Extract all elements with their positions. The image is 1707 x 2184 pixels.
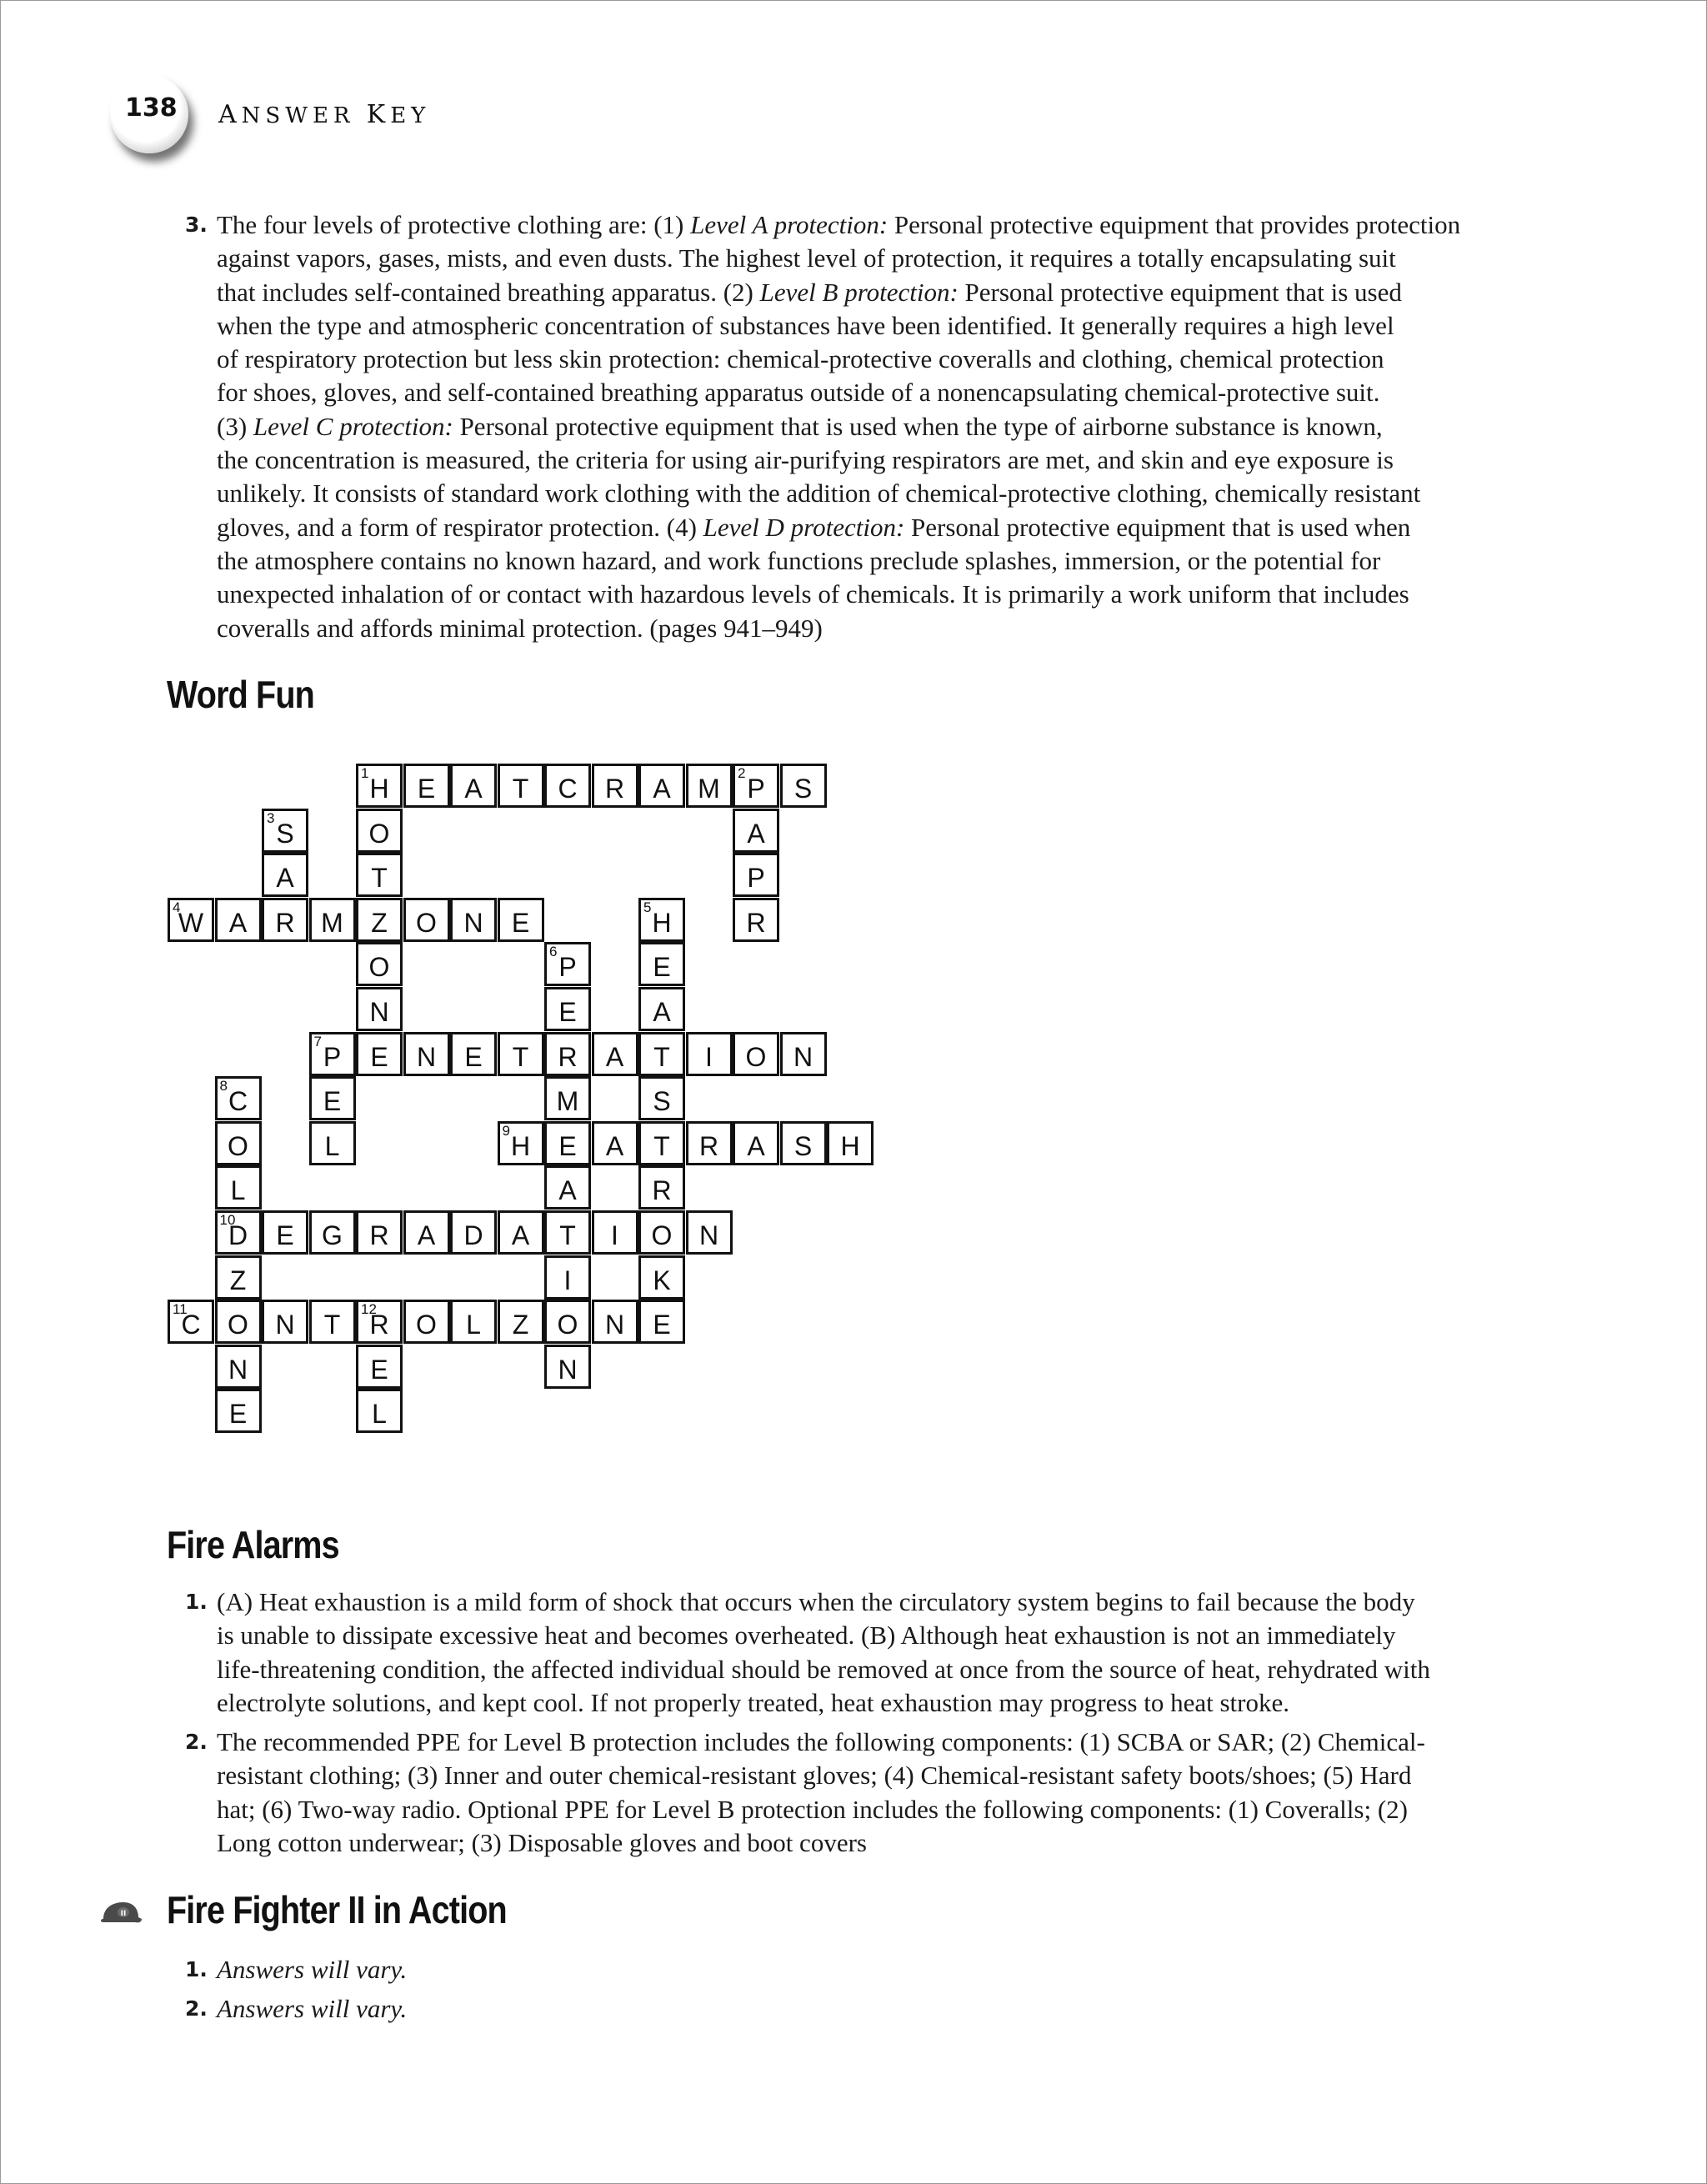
crossword-cell [638, 898, 685, 942]
text-line: (A) Heat exhaustion is a mild form of shock that occurs when the circulatory system begins to fail because the body [217, 1587, 1415, 1616]
cell-letter: E [276, 1220, 294, 1250]
cell-letter: H [510, 1130, 531, 1161]
text-line: unlikely. It consists of standard work clothing with the addition of chemical-protective clothing, chemically resistant [217, 478, 1421, 508]
crossword-cell [356, 1300, 403, 1344]
crossword-cell [686, 1121, 733, 1165]
crossword-cell [356, 1345, 403, 1389]
cell-letter: T [653, 1130, 670, 1161]
cell-letter: O [368, 952, 390, 983]
crossword-cell [215, 898, 262, 942]
cell-letter: D [228, 1220, 248, 1250]
fire-alarm-item-2 [180, 1726, 1555, 1860]
clue-number: 7 [313, 1033, 322, 1049]
cell-letter: A [747, 818, 765, 849]
text-line: gloves, and a form of respirator protection. (4) Level D protection: Personal protective equipment that is used when [217, 512, 1411, 542]
cell-letter: A [417, 1220, 436, 1250]
crossword-cell [356, 809, 403, 853]
fire-alarms-heading: Fire Alarms [167, 1523, 339, 1566]
crossword-cell [544, 764, 591, 808]
cell-letter: H [369, 774, 389, 804]
crossword-cell [450, 1300, 497, 1344]
clue-number: 8 [219, 1078, 228, 1095]
cell-letter: R [698, 1130, 719, 1161]
crossword-cell [215, 1165, 262, 1210]
crossword-cell [638, 1300, 685, 1344]
cell-letter: T [653, 1041, 670, 1072]
cell-letter: T [559, 1220, 576, 1250]
item-number: 1. [185, 1590, 208, 1614]
cell-letter: O [745, 1041, 767, 1072]
crossword-cell [168, 1300, 214, 1344]
crossword-cell [309, 1300, 356, 1344]
crossword-cell [638, 942, 685, 986]
ff2-answers [180, 1953, 1555, 2026]
crossword-cell [309, 1121, 356, 1165]
cell-letter: M [698, 774, 720, 804]
ff2-heading: Fire Fighter II in Action [167, 1888, 507, 1931]
crossword-cell [356, 1389, 403, 1433]
text-line: Long cotton underwear; (3) Disposable gloves and boot covers [217, 1828, 867, 1858]
crossword-cell [780, 1121, 827, 1165]
answer-text [217, 1585, 1555, 1720]
cell-letter: R [369, 1310, 389, 1340]
ff2-item-1 [180, 1953, 1555, 1986]
crossword-cell [733, 1121, 779, 1165]
cell-letter: I [611, 1220, 618, 1250]
cell-letter: A [653, 997, 671, 1027]
cell-letter: P [558, 952, 577, 983]
text-line: the atmosphere contains no known hazard, and work functions preclude splashes, immersion, or the potential for [217, 545, 1381, 575]
text-line: life-threatening condition, the affected individual should be removed at once from the source of heat, rehydrated with [217, 1654, 1430, 1684]
cell-letter: I [563, 1265, 572, 1295]
crossword-cell [403, 1032, 450, 1076]
crossword-cell [733, 809, 779, 853]
text-line: unexpected inhalation of or contact with hazardous levels of chemicals. It is primarily a work uniform that includes [217, 579, 1409, 609]
cell-letter: C [558, 774, 578, 804]
crossword-cell [215, 1300, 262, 1344]
cell-letter: N [698, 1220, 719, 1250]
crossword-cell [592, 1210, 638, 1255]
crossword-cell [638, 1165, 685, 1210]
cell-letter: H [840, 1130, 860, 1161]
cell-letter: Z [371, 907, 388, 938]
crossword-cell [262, 898, 308, 942]
crossword-cell [686, 764, 733, 808]
cell-letter: O [416, 1310, 437, 1340]
cell-letter: R [652, 1175, 672, 1206]
cell-letter: O [228, 1310, 248, 1340]
crossword-cell [544, 1210, 591, 1255]
crossword-cell [309, 1076, 356, 1120]
crossword-cell [544, 1076, 591, 1120]
crossword-cell [498, 764, 544, 808]
crossword-cell [498, 1300, 544, 1344]
page-number: 138 [125, 93, 178, 123]
crossword-cell [544, 1032, 591, 1076]
cell-letter: D [463, 1220, 483, 1250]
helmet-icon [98, 1901, 143, 1926]
cell-letter: E [558, 997, 577, 1027]
cell-letter: N [463, 907, 483, 938]
crossword-cell [498, 1121, 544, 1165]
text-line: The four levels of protective clothing are: (1) Level A protection: Personal protective equipment that provides protection [217, 210, 1461, 239]
crossword-cell [262, 1210, 308, 1255]
crossword-cell [780, 1032, 827, 1076]
crossword-cell [450, 1032, 497, 1076]
crossword-cell [638, 1255, 685, 1300]
cell-letter: E [228, 1399, 248, 1430]
cell-letter: A [228, 907, 248, 938]
fire-alarms-answers [180, 1585, 1555, 1860]
crossword-cell [638, 987, 685, 1031]
cell-letter: L [230, 1175, 246, 1206]
cell-letter: T [371, 863, 388, 894]
cell-letter: I [705, 1041, 713, 1072]
crossword-cell [356, 942, 403, 986]
cell-letter: A [653, 774, 671, 804]
crossword-cell [638, 1121, 685, 1165]
answer-text: Answers will vary. [217, 1955, 408, 1984]
crossword-cell [544, 987, 591, 1031]
crossword-cell [215, 1255, 262, 1300]
crossword-cell [215, 1389, 262, 1433]
crossword-cell [733, 764, 779, 808]
crossword-cell [544, 942, 591, 986]
clue-number: 12 [361, 1301, 377, 1318]
cell-letter: A [558, 1175, 577, 1206]
text-line: electrolyte solutions, and kept cool. If not properly treated, heat exhaustion may progress to heat stroke. [217, 1687, 1289, 1717]
crossword-cell [592, 764, 638, 808]
crossword-cell [215, 1076, 262, 1120]
cell-letter: C [228, 1086, 248, 1117]
text-line: that includes self-contained breathing apparatus. (2) Level B protection: Personal protective equipment that is used [217, 277, 1402, 307]
clue-number: 4 [173, 899, 181, 915]
crossword-cell [592, 1300, 638, 1344]
cell-letter: R [604, 774, 625, 804]
cell-letter: P [747, 863, 765, 894]
crossword-cell [403, 1300, 450, 1344]
cell-letter: L [466, 1310, 481, 1340]
cell-letter: H [652, 907, 672, 938]
crossword-cell [780, 764, 827, 808]
cell-letter: M [321, 907, 343, 938]
crossword-cell [638, 1210, 685, 1255]
cell-letter: N [275, 1310, 295, 1340]
cell-letter: Z [512, 1310, 529, 1340]
item-number: 1. [185, 1957, 208, 1981]
text-line: The recommended PPE for Level B protection includes the following components: (1) SCBA or SAR; (2) Chemical- [217, 1727, 1425, 1757]
crossword-cell [262, 853, 308, 897]
crossword-cell [262, 1300, 308, 1344]
text-line: is unable to dissipate excessive heat and becomes overheated. (B) Although heat exhaustion is not an immediately [217, 1620, 1396, 1651]
cell-letter: A [511, 1220, 530, 1250]
cell-letter: Z [229, 1265, 247, 1295]
crossword-cell [356, 764, 403, 808]
crossword-cell [592, 1121, 638, 1165]
clue-number: 10 [219, 1212, 236, 1228]
clue-number: 3 [267, 809, 275, 826]
cell-letter: C [181, 1310, 201, 1340]
protective-levels-answer [180, 208, 1555, 645]
crossword-cell [356, 853, 403, 897]
fire-alarm-item-1 [180, 1585, 1555, 1720]
clue-number: 1 [361, 765, 369, 781]
text-line: resistant clothing; (3) Inner and outer chemical-resistant gloves; (4) Chemical-resistant safety boots/shoes; (5) Hard [217, 1761, 1412, 1791]
cell-letter: O [368, 818, 390, 849]
cell-letter: N [369, 997, 389, 1027]
cell-letter: E [417, 774, 436, 804]
cell-letter: N [228, 1354, 248, 1385]
crossword-cell [638, 764, 685, 808]
crossword-cell [498, 1210, 544, 1255]
clue-number: 11 [173, 1301, 188, 1318]
cell-letter: G [322, 1220, 343, 1250]
ff2-item-2 [180, 1992, 1555, 2026]
crossword-cell [309, 1210, 356, 1255]
crossword-cell [403, 1210, 450, 1255]
crossword-cell [450, 898, 497, 942]
crossword-cell [544, 1121, 591, 1165]
answer-text [217, 1726, 1555, 1860]
crossword-cell [403, 764, 450, 808]
crossword-cell [262, 809, 308, 853]
cell-letter: T [512, 774, 529, 804]
answer-text [217, 208, 1555, 645]
cell-letter: E [653, 1310, 671, 1340]
cell-letter: A [276, 863, 294, 894]
cell-letter: S [793, 774, 813, 804]
cell-letter: A [747, 1130, 765, 1161]
cell-letter: N [558, 1354, 578, 1385]
crossword-cell [544, 1255, 591, 1300]
cell-letter: N [793, 1041, 813, 1072]
text-line: for shoes, gloves, and self-contained breathing apparatus outside of a nonencapsulating chemical-protective suit. [217, 378, 1380, 408]
cell-letter: O [557, 1310, 578, 1340]
svg-text:II: II [120, 1910, 127, 1918]
crossword-cell [215, 1121, 262, 1165]
crossword-cell [450, 1210, 497, 1255]
cell-letter: L [372, 1399, 387, 1430]
cell-letter: R [275, 907, 295, 938]
cell-letter: O [416, 907, 437, 938]
cell-letter: O [651, 1220, 673, 1250]
text-line: hat; (6) Two-way radio. Optional PPE for Level B protection includes the following components: (1) Coveralls; (2) [217, 1794, 1408, 1824]
cell-letter: E [653, 952, 671, 983]
crossword-cell [403, 898, 450, 942]
cell-letter: E [511, 907, 530, 938]
crossword-cell [544, 1300, 591, 1344]
cell-letter: E [464, 1041, 483, 1072]
cell-letter: N [604, 1310, 625, 1340]
crossword-cell [309, 898, 356, 942]
crossword-cell [638, 1032, 685, 1076]
crossword-cell [498, 1032, 544, 1076]
answer-text: Answers will vary. [217, 1994, 408, 2024]
cell-letter: N [416, 1041, 437, 1072]
cell-letter: M [556, 1086, 579, 1117]
text-line: of respiratory protection but less skin protection: chemical-protective coveralls and clothing, chemical protection [217, 344, 1384, 374]
cell-letter: E [370, 1354, 388, 1385]
cell-letter: L [324, 1130, 340, 1161]
clue-number: 6 [549, 944, 558, 960]
item-number: 2. [185, 1996, 208, 2021]
word-fun-heading: Word Fun [167, 673, 314, 716]
crossword-cell [356, 1032, 403, 1076]
running-head: ANSWER KEY [218, 100, 431, 129]
cell-letter: R [746, 907, 766, 938]
crossword-cell [733, 853, 779, 897]
crossword-cell [450, 764, 497, 808]
clue-number: 5 [643, 899, 652, 915]
cell-letter: K [653, 1265, 671, 1295]
cell-letter: R [558, 1041, 578, 1072]
text-line: when the type and atmospheric concentration of substances have been identified. It generally requires a high level [217, 310, 1394, 340]
text-line: the concentration is measured, the criteria for using air-purifying respirators are met, and skin and eye exposure is [217, 445, 1394, 475]
text-line: (3) Level C protection: Personal protective equipment that is used when the type of airborne substance is known, [217, 411, 1383, 441]
crossword-cell [168, 898, 214, 942]
cell-letter: E [323, 1086, 342, 1117]
crossword-cell [638, 1076, 685, 1120]
cell-letter: S [276, 818, 294, 849]
crossword-cell [356, 987, 403, 1031]
cell-letter: A [464, 774, 483, 804]
item-number: 2. [185, 1730, 208, 1755]
crossword-cell [215, 1345, 262, 1389]
cell-letter: E [558, 1130, 577, 1161]
cell-letter: O [228, 1130, 248, 1161]
cell-letter: S [793, 1130, 813, 1161]
crossword-cell [592, 1032, 638, 1076]
cell-letter: P [323, 1041, 342, 1072]
cell-letter: E [370, 1041, 388, 1072]
cell-letter: A [605, 1041, 624, 1072]
cell-letter: A [605, 1130, 624, 1161]
crossword-cell [215, 1210, 262, 1255]
text-line: against vapors, gases, mists, and even dusts. The highest level of protection, it requires a totally encapsulating suit [217, 243, 1396, 273]
cell-letter: T [512, 1041, 529, 1072]
crossword-cell [356, 898, 403, 942]
text-line: coveralls and affords minimal protection. (pages 941–949) [217, 613, 823, 643]
clue-number: 9 [502, 1122, 510, 1139]
cell-letter: P [747, 774, 765, 804]
cell-letter: T [323, 1310, 341, 1340]
crossword-cell [544, 1165, 591, 1210]
answer-item-3 [180, 208, 1555, 645]
item-number: 3. [185, 213, 208, 237]
cell-letter: W [178, 907, 204, 938]
crossword-cell [498, 898, 544, 942]
crossword-cell [827, 1121, 874, 1165]
crossword-cell [686, 1210, 733, 1255]
cell-letter: S [653, 1086, 671, 1117]
crossword-cell [356, 1210, 403, 1255]
crossword-cell [309, 1032, 356, 1076]
crossword-cell [733, 1032, 779, 1076]
crossword-cell [686, 1032, 733, 1076]
crossword-cell [544, 1345, 591, 1389]
cell-letter: R [369, 1220, 389, 1250]
crossword-cell [733, 898, 779, 942]
clue-number: 2 [738, 765, 746, 781]
